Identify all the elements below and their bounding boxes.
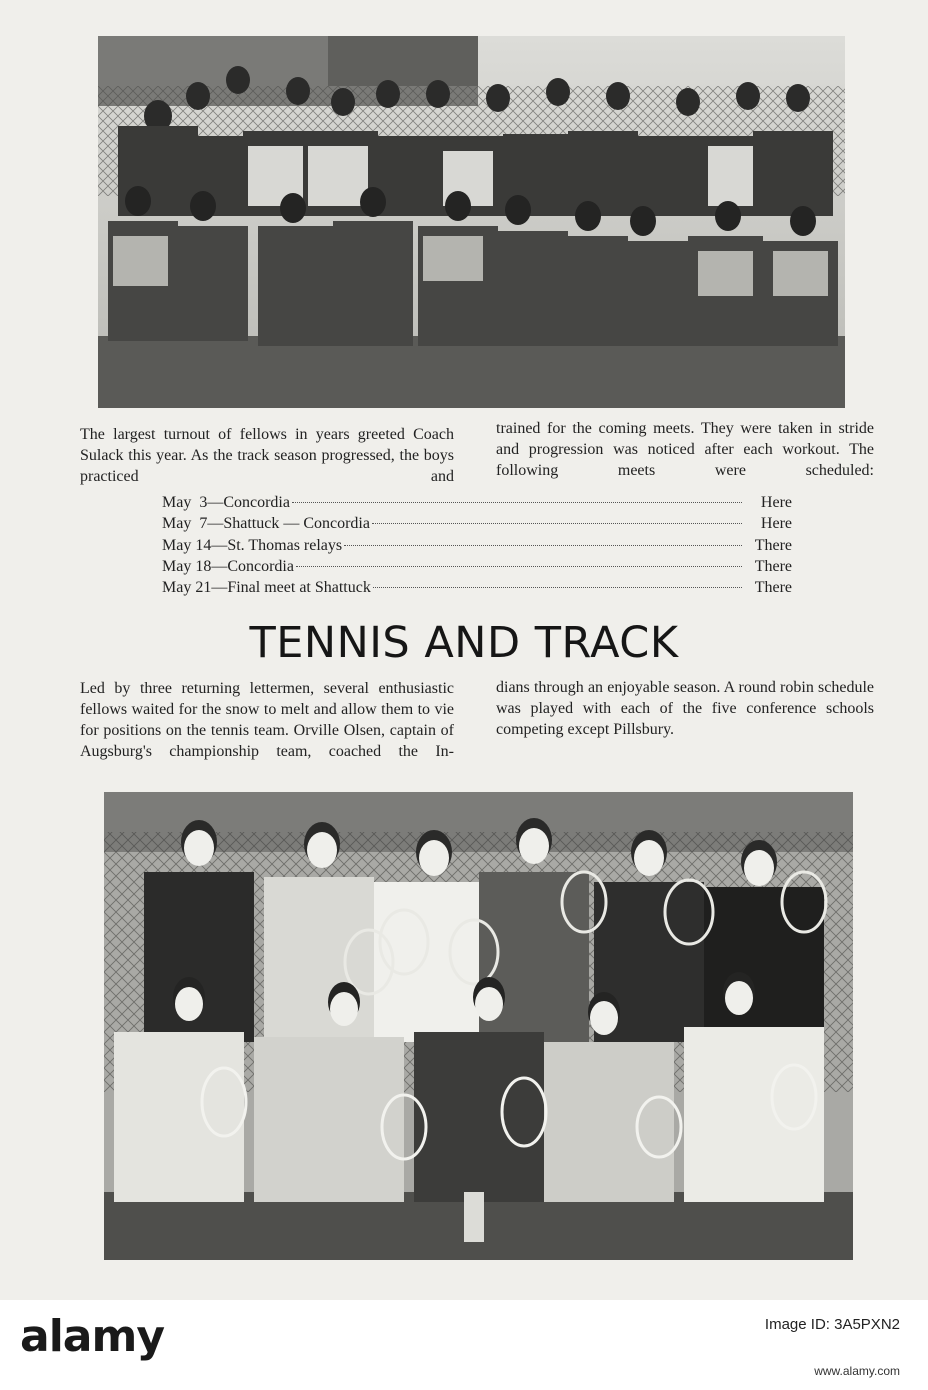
section-title: TENNIS AND TRACK xyxy=(249,618,679,668)
meet-event: May 18—Concordia xyxy=(162,557,294,575)
leader-dots xyxy=(373,587,742,588)
leader-dots xyxy=(344,545,742,546)
track-paragraph-part1: The largest turnout of fellows in years greeted Coach Sulack this year. As the track season progressed, the boys practiced and xyxy=(80,426,454,485)
track-paragraph-part2: trained for the coming meets. They were taken in stride and progression was noticed after each workout. The following meets were scheduled: xyxy=(496,420,874,479)
meet-location: There xyxy=(754,557,792,575)
meet-location: Here xyxy=(760,494,792,511)
tennis-paragraph-part1: Led by three returning lettermen, several enthusiastic fellows waited for the snow to melt and allow them to vie for positions on the tennis team. Orville Olsen, captain of Augsburg's championship team, coached the In- xyxy=(80,680,454,760)
leader-dots xyxy=(292,502,742,503)
meet-row xyxy=(162,577,792,598)
leader-dots xyxy=(296,566,742,567)
meet-event: May 3—Concordia xyxy=(162,494,290,511)
track-text-column-1 xyxy=(80,424,454,487)
meet-row xyxy=(162,556,792,577)
meet-location: There xyxy=(754,579,792,597)
meet-location: There xyxy=(754,536,792,554)
tennis-text-column-2 xyxy=(496,677,874,740)
image-id-label: Image ID: 3A5PXN2 xyxy=(764,1316,900,1333)
meet-event: May 14—St. Thomas relays xyxy=(162,536,343,554)
meet-location: Here xyxy=(760,515,792,533)
meet-schedule xyxy=(162,492,792,598)
meet-event: May 7—Shattuck — Concordia xyxy=(162,515,370,533)
track-text-column-2 xyxy=(496,418,874,481)
tennis-text-column-1 xyxy=(80,678,454,762)
meet-row xyxy=(162,535,792,556)
tennis-team-photo xyxy=(104,792,853,1260)
meet-event: May 21—Final meet at Shattuck xyxy=(162,579,371,597)
meet-row xyxy=(162,513,792,534)
alamy-logo: alamy xyxy=(20,1311,164,1362)
track-team-photo xyxy=(98,36,845,408)
leader-dots xyxy=(372,523,742,524)
footer-url: www.alamy.com xyxy=(814,1364,900,1378)
tennis-paragraph-part2: dians through an enjoyable season. A round robin schedule was played with each of the five conference schools competing except Pillsbury. xyxy=(496,679,874,738)
meet-row xyxy=(162,492,792,513)
